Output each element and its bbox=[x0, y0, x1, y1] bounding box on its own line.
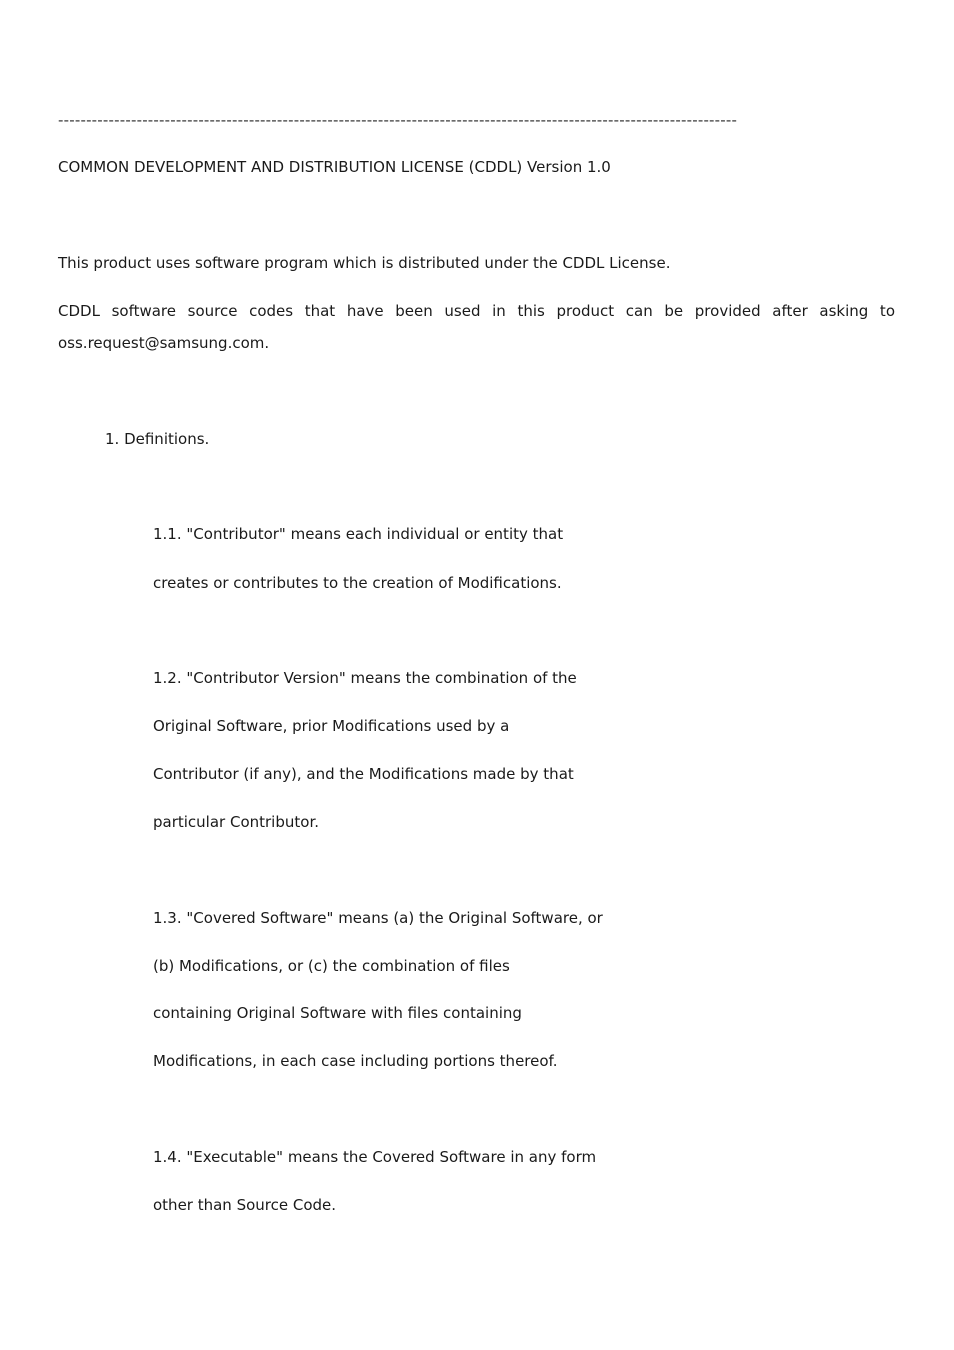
definition-line: 1.1. "Contributor" means each individual or entity that bbox=[153, 525, 564, 543]
intro-paragraph-2: CDDL software source codes that have been used in this product can be provided after asking to oss.request@samsung.com. bbox=[58, 302, 895, 352]
section-heading-definitions: 1. Definitions. bbox=[105, 430, 210, 448]
definition-line: (b) Modifications, or (c) the combination of files bbox=[153, 957, 510, 975]
definition-line: Original Software, prior Modifications used by a bbox=[153, 717, 510, 735]
definition-line: other than Source Code. bbox=[153, 1196, 337, 1214]
definition-line: 1.4. "Executable" means the Covered Software in any form bbox=[153, 1148, 597, 1166]
definition-line: creates or contributes to the creation of Modifications. bbox=[153, 574, 562, 592]
definition-line: Modifications, in each case including portions thereof. bbox=[153, 1052, 558, 1070]
license-title: COMMON DEVELOPMENT AND DISTRIBUTION LICENSE (CDDL) Version 1.0 bbox=[58, 158, 611, 176]
definition-line: 1.2. "Contributor Version" means the combination of the bbox=[153, 669, 577, 687]
separator-line: ------------------------------------------------------------------------------------------------------------------------- bbox=[58, 111, 738, 129]
definition-line: 1.3. "Covered Software" means (a) the Original Software, or bbox=[153, 909, 603, 927]
intro-paragraph-1: This product uses software program which is distributed under the CDDL License. bbox=[58, 254, 671, 272]
definition-line: particular Contributor. bbox=[153, 813, 319, 831]
definition-line: containing Original Software with files containing bbox=[153, 1004, 522, 1022]
definition-line: Contributor (if any), and the Modifications made by that bbox=[153, 765, 574, 783]
